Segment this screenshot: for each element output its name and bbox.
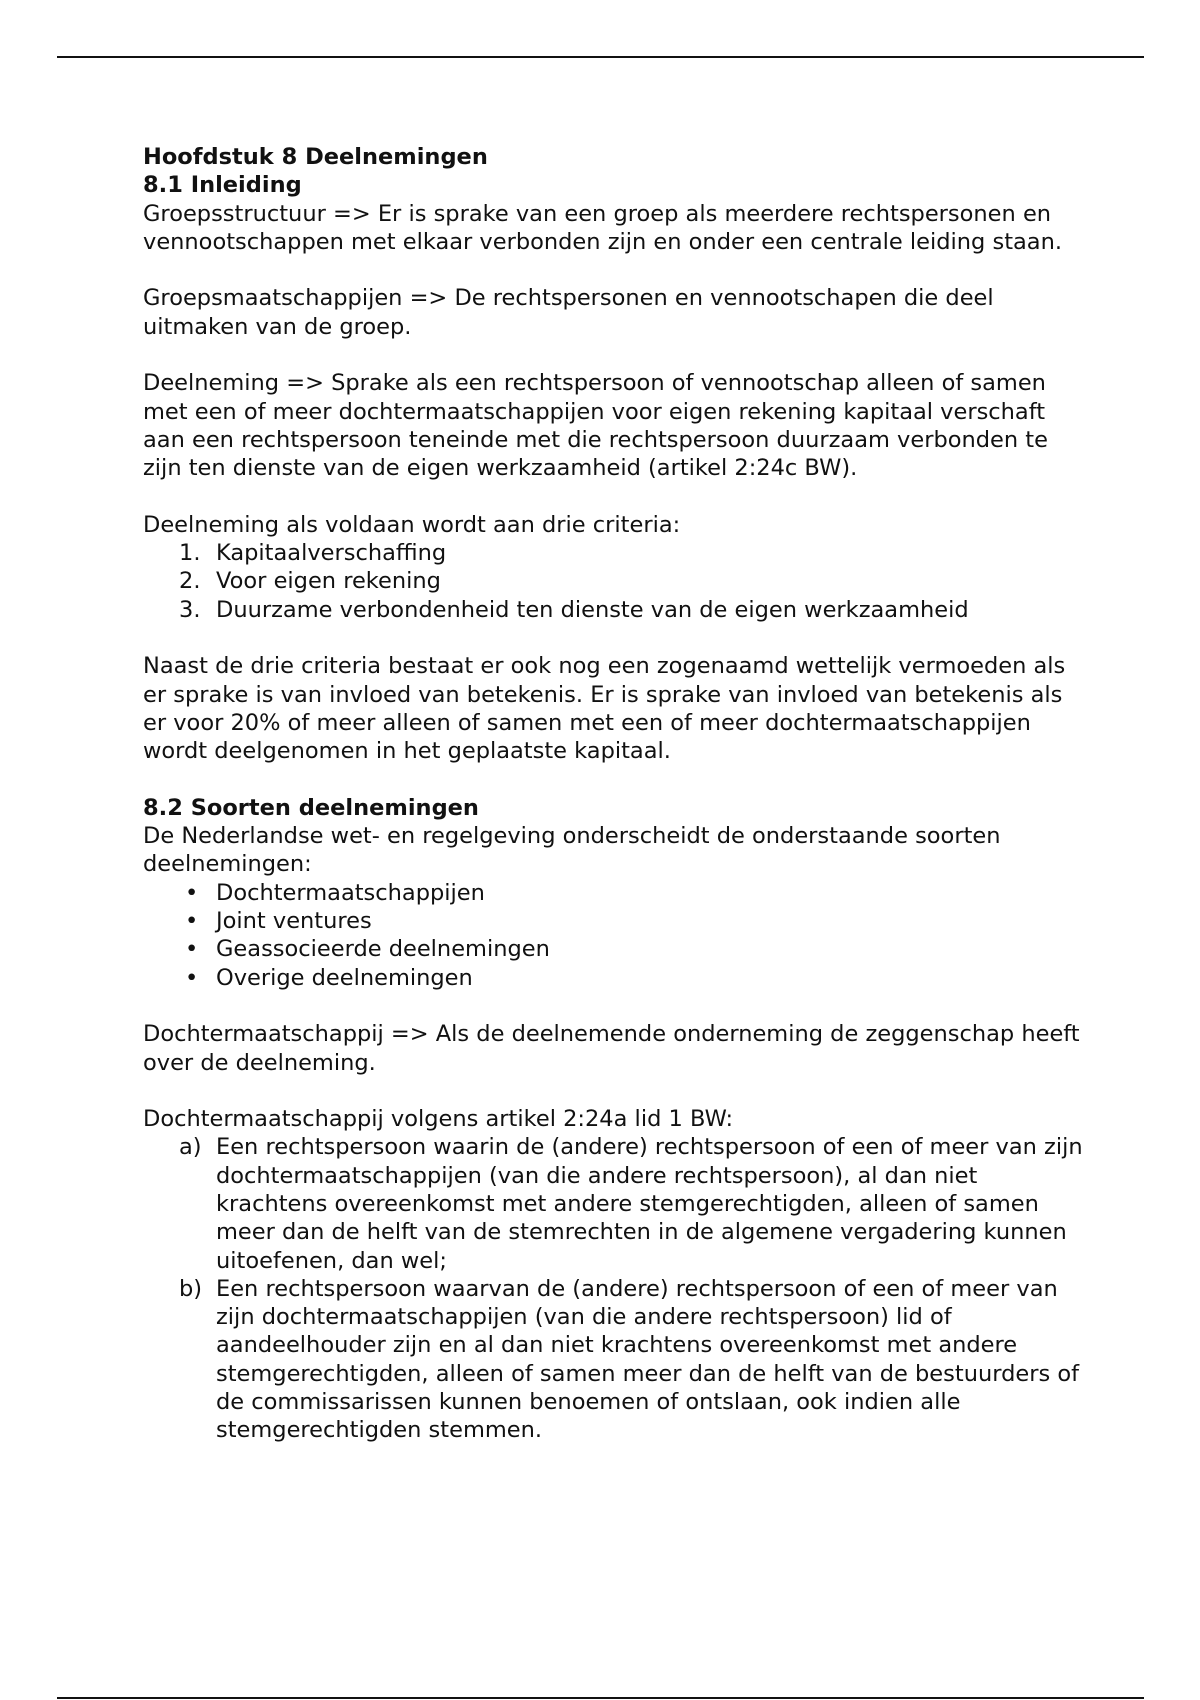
footer-rule: [57, 1697, 1144, 1699]
criteria-list: [143, 539, 1083, 624]
list-item: [143, 879, 1083, 907]
list-item: [143, 567, 1083, 595]
list-item: [143, 1133, 1083, 1274]
list-item: [143, 596, 1083, 624]
header-rule: [57, 56, 1144, 58]
list-item-text: Dochtermaatschappijen: [216, 879, 485, 906]
list-item: [143, 907, 1083, 935]
bullet-icon: •: [185, 964, 199, 991]
paragraph-wettelijk-vermoeden: Naast de drie criteria bestaat er ook nog een zogenaamd wettelijk vermoeden als er sprake is van invloed van betekenis. Er is sprake van invloed van betekenis als er voor 20% of meer alleen of samen met een of meer dochtermaatschappijen wordt deelgenomen in het geplaatste kapitaal.: [143, 653, 1066, 765]
list-item-text: Duurzame verbondenheid ten dienste van de eigen werkzaamheid: [216, 596, 969, 623]
list-item: [143, 539, 1083, 567]
list-item-text: Kapitaalverschaffing: [216, 540, 447, 567]
paragraph-groepsmaatschappijen: Groepsmaatschappijen => De rechtspersonen en vennootschapen die deel uitmaken van de groep.: [143, 285, 994, 340]
paragraph-soorten-intro: De Nederlandse wet- en regelgeving onderscheidt de onderstaande soorten deelnemingen:: [143, 823, 1001, 878]
list-item-text: Geassocieerde deelnemingen: [216, 936, 550, 963]
bullet-icon: •: [185, 879, 199, 906]
list-item-text: Een rechtspersoon waarvan de (andere) rechtspersoon of een of meer van zijn dochtermaatschappijen (van die andere rechtspersoon) lid of aandeelhouder zijn en al dan niet krachtens overeenkomst met andere stemgerechtigden, alleen of samen meer dan de helft van de bestuurders of de commissarissen kunnen benoemen of ontslaan, ook indien alle stemgerechtigden stemmen.: [216, 1275, 1080, 1444]
bullet-icon: •: [185, 936, 199, 963]
paragraph-groepsstructuur: Groepsstructuur => Er is sprake van een groep als meerdere rechtspersonen en vennootschappen met elkaar verbonden zijn en onder een centrale leiding staan.: [143, 200, 1063, 255]
bullet-icon: •: [185, 908, 199, 935]
list-item-text: Joint ventures: [216, 908, 372, 935]
section-title-8-1: 8.1 Inleiding: [143, 172, 302, 199]
list-item-text: Overige deelnemingen: [216, 964, 473, 991]
list-item-text: Een rechtspersoon waarin de (andere) rechtspersoon of een of meer van zijn dochtermaatschappijen (van die andere rechtspersoon), al dan niet krachtens overeenkomst met andere stemgerechtigden, alleen of samen meer dan de helft van de stemrechten in de algemene vergadering kunnen uitoefenen, dan wel;: [216, 1134, 1083, 1274]
list-marker: 3.: [179, 596, 201, 623]
chapter-title: Hoofdstuk 8 Deelnemingen: [143, 144, 488, 170]
article-list: [143, 1133, 1083, 1444]
list-marker: b): [179, 1275, 203, 1302]
paragraph-artikel-intro: Dochtermaatschappij volgens artikel 2:24a lid 1 BW:: [143, 1106, 734, 1133]
document-body: [143, 143, 1083, 1445]
list-marker: 2.: [179, 568, 201, 595]
section-title-8-2: 8.2 Soorten deelnemingen: [143, 794, 479, 821]
list-item: [143, 964, 1083, 992]
list-marker: 1.: [179, 540, 201, 567]
paragraph-deelneming: Deelneming => Sprake als een rechtspersoon of vennootschap alleen of samen met een of meer dochtermaatschappijen voor eigen rekening kapitaal verschaft aan een rechtspersoon teneinde met die rechtspersoon duurzaam verbonden te zijn ten dienste van de eigen werkzaamheid (artikel 2:24c BW).: [143, 370, 1048, 482]
list-item: [143, 1275, 1083, 1445]
types-list: [143, 879, 1083, 992]
paragraph-criteria-intro: Deelneming als voldaan wordt aan drie criteria:: [143, 511, 681, 538]
list-marker: a): [179, 1134, 202, 1161]
list-item: [143, 935, 1083, 963]
paragraph-dochtermaatschappij: Dochtermaatschappij => Als de deelnemende onderneming de zeggenschap heeft over de deelneming.: [143, 1021, 1080, 1076]
list-item-text: Voor eigen rekening: [216, 568, 441, 595]
